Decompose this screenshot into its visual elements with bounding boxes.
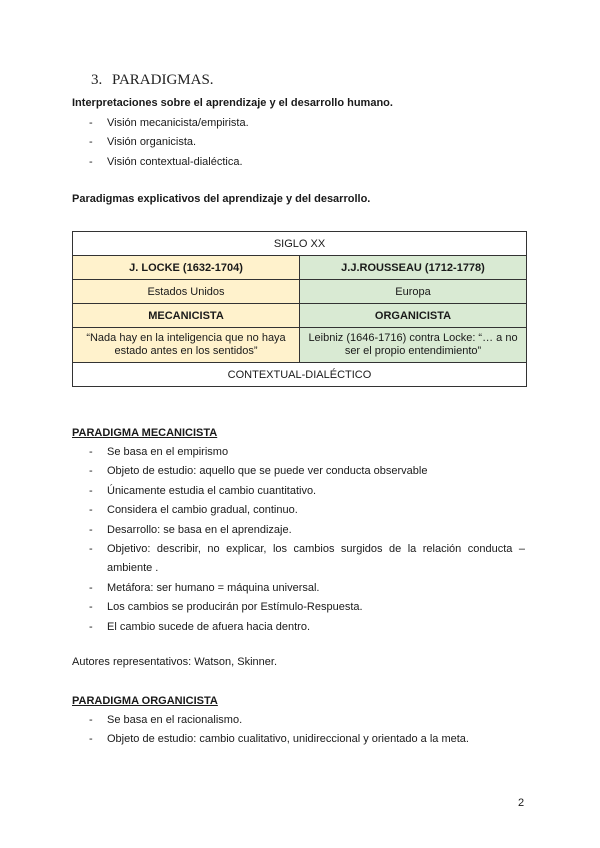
table-bottom-cell: CONTEXTUAL-DIALÉCTICO (73, 363, 527, 387)
list-item: - Desarrollo: se basa en el aprendizaje. (72, 521, 525, 540)
organicista-heading: PARADIGMA ORGANICISTA (72, 695, 218, 707)
list-item: - Metáfora: ser humano = máquina universal. (72, 579, 525, 598)
list-item: - Objeto de estudio: aquello que se puede ver conducta observable (72, 462, 525, 481)
list-item: - Objetivo: describir, no explicar, los cambios surgidos de la relación conducta – ambiente . (72, 540, 525, 579)
page-number: 2 (518, 797, 525, 809)
right-place-cell: Europa (300, 280, 527, 304)
left-author-cell: J. LOCKE (1632-1704) (73, 256, 300, 280)
list-item: - Objeto de estudio: cambio cualitativo, unidireccional y orientado a la meta. (72, 730, 469, 749)
right-quote-cell: Leibniz (1646-1716) contra Locke: “… a no ser el propio entendimiento” (300, 328, 527, 363)
section-number: 3. (91, 72, 103, 88)
left-paradigm-cell: MECANICISTA (73, 304, 300, 328)
intro-list (72, 114, 249, 172)
list-item: - Se basa en el racionalismo. (72, 711, 469, 730)
list-item: - Únicamente estudia el cambio cuantitativo. (72, 482, 525, 501)
right-author-cell: J.J.ROUSSEAU (1712-1778) (300, 256, 527, 280)
list-item: - Visión contextual-dialéctica. (72, 153, 249, 172)
mecanicista-list (72, 443, 525, 637)
table-top-cell: SIGLO XX (73, 232, 527, 256)
list-item: - El cambio sucede de afuera hacia dentro. (72, 618, 525, 637)
section-heading (91, 72, 214, 89)
list-item: - Se basa en el empirismo (72, 443, 525, 462)
left-place-cell: Estados Unidos (73, 280, 300, 304)
section-title: PARADIGMAS. (112, 72, 214, 88)
list-item: - Visión mecanicista/empirista. (72, 114, 249, 133)
mecanicista-heading: PARADIGMA MECANICISTA (72, 427, 218, 439)
intro-heading: Interpretaciones sobre el aprendizaje y el desarrollo humano. (72, 97, 393, 109)
authors-line: Autores representativos: Watson, Skinner. (72, 656, 278, 668)
list-item: - Los cambios se producirán por Estímulo-Respuesta. (72, 598, 525, 617)
left-quote-cell: “Nada hay en la inteligencia que no haya estado antes en los sentidos” (73, 328, 300, 363)
organicista-list (72, 711, 469, 750)
table-heading: Paradigmas explicativos del aprendizaje y del desarrollo. (72, 193, 371, 205)
list-item: - Considera el cambio gradual, continuo. (72, 501, 525, 520)
right-paradigm-cell: ORGANICISTA (300, 304, 527, 328)
list-item: - Visión organicista. (72, 133, 249, 152)
paradigm-table (72, 231, 527, 387)
